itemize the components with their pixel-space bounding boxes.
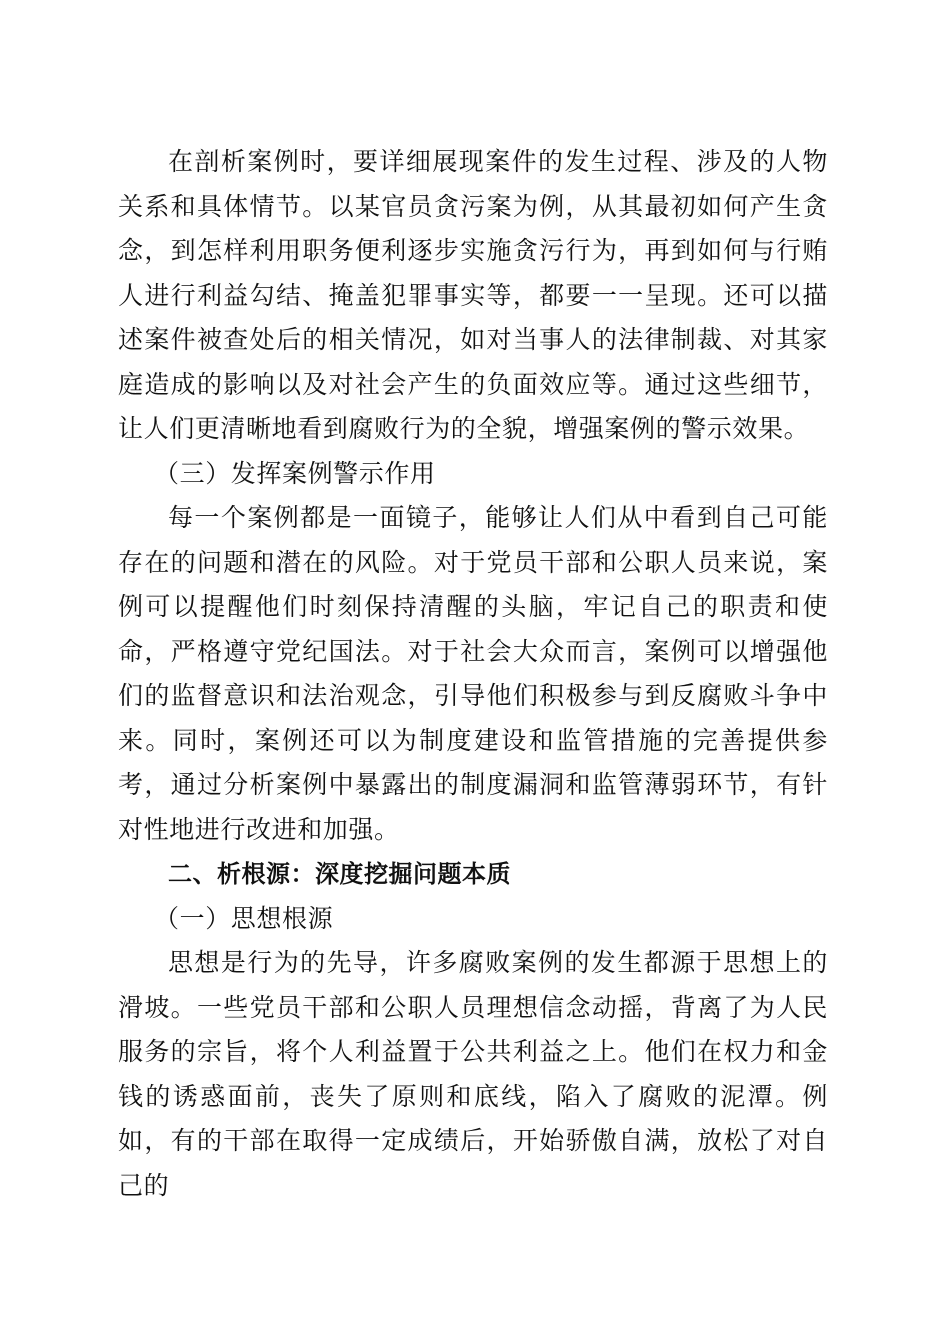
subheading-ideological-roots: （一）思想根源: [154, 903, 334, 933]
paragraph-case-warning: 每一个案例都是一面镜子，能够让人们从中看到自己可能存在的问题和潜在的风险。对于党员干部和公职人员来说，案例可以提醒他们时刻保持清醒的头脑，牢记自己的职责和使命，严格遵守党纪国法。对于社会大众而言，案例可以增强他们的监督意识和法治观念，引导他们积极参与到反腐败斗争中来。同时，案例还可以为制度建设和监管措施的完善提供参考，通过分析案例中暴露出的制度漏洞和监管薄弱环节，有针对性地进行改进和加强。: [118, 503, 828, 844]
subheading-case-warning: （三）发挥案例警示作用: [154, 458, 436, 488]
paragraph-ideological-roots: 思想是行为的先导，许多腐败案例的发生都源于思想上的滑坡。一些党员干部和公职人员理想信念动摇，背离了为人民服务的宗旨，将个人利益置于公共利益之上。他们在权力和金钱的诱惑面前，丧失了原则和底线，陷入了腐败的泥潭。例如，有的干部在取得一定成绩后，开始骄傲自满，放松了对自己的: [118, 948, 828, 1200]
document-body: [118, 140, 828, 1208]
section-heading-root-causes: 二、析根源：深度挖掘问题本质: [168, 860, 511, 888]
paragraph-case-details: 在剖析案例时，要详细展现案件的发生过程、涉及的人物关系和具体情节。以某官员贪污案为例，从其最初如何产生贪念，到怎样利用职务便利逐步实施贪污行为，再到如何与行贿人进行利益勾结、掩盖犯罪事实等，都要一一呈现。还可以描述案件被查处后的相关情况，如对当事人的法律制裁、对其家庭造成的影响以及对社会产生的负面效应等。通过这些细节，让人们更清晰地看到腐败行为的全貌，增强案例的警示效果。: [118, 147, 828, 443]
